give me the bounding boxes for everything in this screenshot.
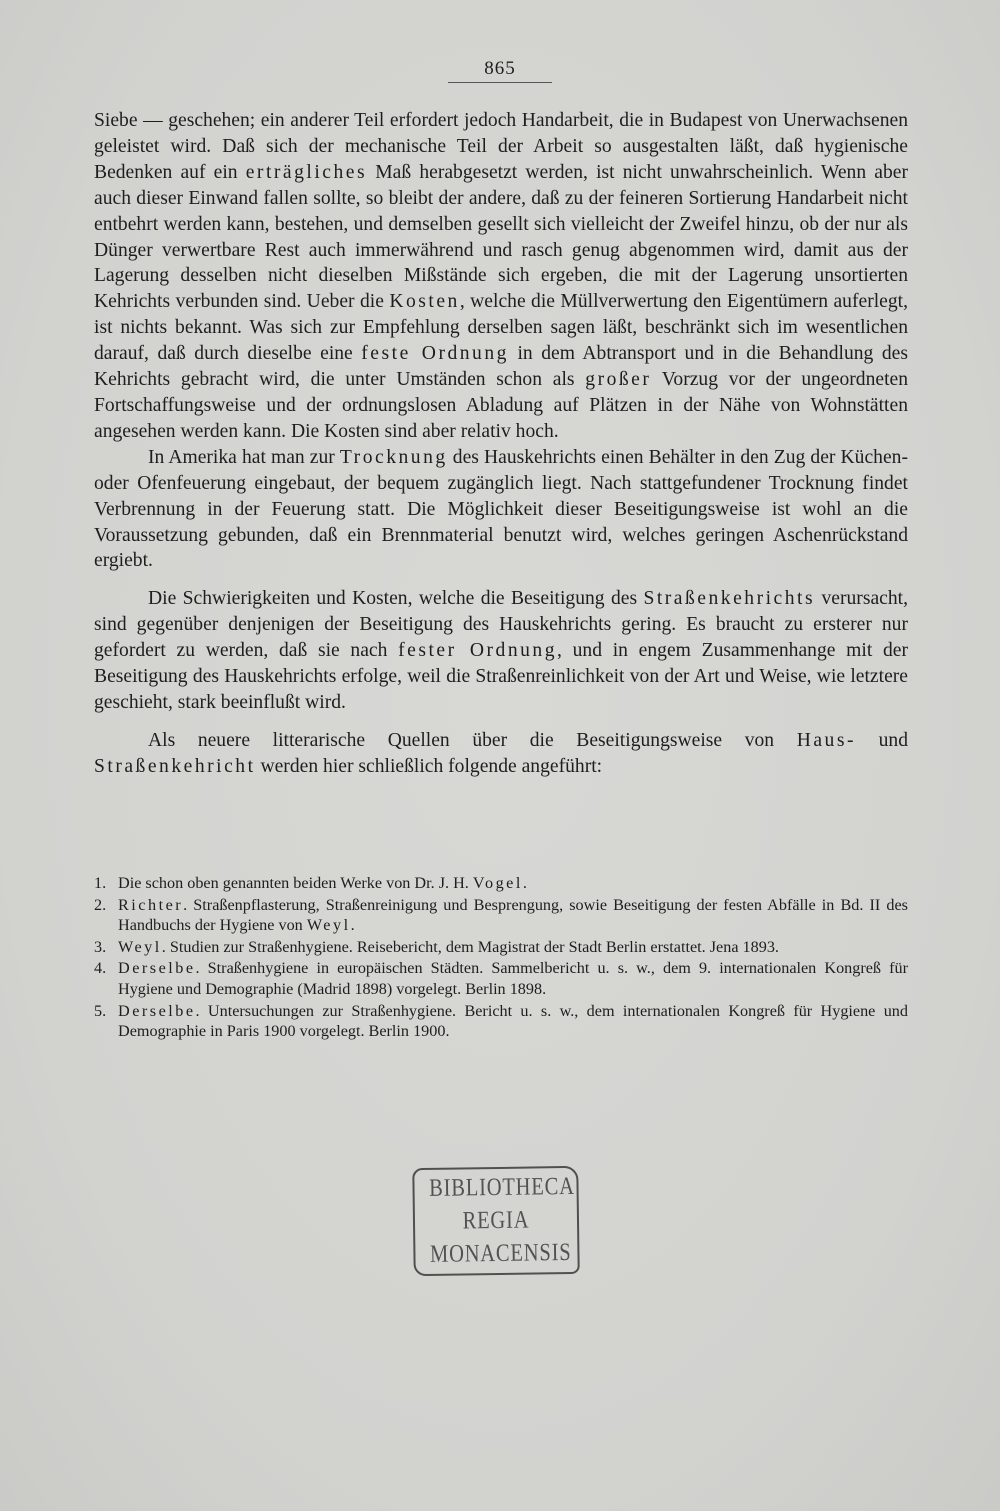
reference-number: 2.	[94, 895, 107, 914]
spaced-emphasis: Straßenkehricht	[94, 755, 256, 777]
stamp-line-1: BIBLIOTHECA	[428, 1172, 575, 1202]
spaced-emphasis: Richter	[118, 895, 184, 914]
reference-number: 3.	[94, 937, 107, 956]
spaced-emphasis: feste Ordnung	[361, 343, 509, 365]
reference-item: 2. Richter. Straßenpflasterung, Straßenreinigung und Besprengung, sowie Beseitigung der festen Abfälle in Bd. II des Handbuchs der Hygiene von Weyl.	[94, 895, 908, 935]
spaced-emphasis: großer	[585, 369, 652, 391]
reference-item: 1. Die schon oben genannten beiden Werke von Dr. J. H. Vogel.	[94, 874, 527, 892]
reference-number: 4.	[94, 959, 107, 978]
paragraph-2: In Amerika hat man zur Trocknung des Hauskehrichts einen Behälter in den Zug der Küchen- oder Ofenfeuerung eingebaut, der bequem zugänglich liegt. Nach stattgefundener Trocknung findet Verbrennung in der Feuerung statt. Die Möglichkeit dieser Beseitigungsweise ist wohl an die Voraussetzung gebunden, daß ein Brennmaterial benutzt wird, welches geringen Aschenrückstand ergiebt.	[94, 446, 908, 572]
stamp-line-2: REGIA	[462, 1206, 530, 1235]
spaced-emphasis: Weyl	[306, 916, 351, 935]
spaced-emphasis: Kosten	[389, 291, 460, 313]
spaced-emphasis: Straßenkehrichts	[643, 588, 816, 610]
spaced-emphasis: Derselbe	[118, 1001, 196, 1020]
page-number: 865	[484, 58, 516, 79]
paragraph-4: Als neuere litterarische Quellen über die Beseitigungsweise von Haus- und Straßenkehricht werden hier schließlich folgende angeführt:	[94, 729, 908, 777]
spaced-emphasis: Trocknung	[339, 446, 448, 468]
reference-item: 4. Derselbe. Straßenhygiene in europäischen Städten. Sammelbericht u. s. w., dem 9. internationalen Kongreß für Hygiene und Demographie (Madrid 1898) vorgelegt. Berlin 1898.	[94, 959, 908, 998]
spaced-emphasis: Derselbe	[118, 959, 196, 978]
spaced-emphasis: fester Ordnung	[398, 640, 558, 662]
library-stamp	[412, 1166, 579, 1276]
reference-item: 3. Weyl. Studien zur Straßenhygiene. Reisebericht, dem Magistrat der Stadt Berlin erstattet. Jena 1893.	[94, 937, 779, 956]
spaced-emphasis: Haus-	[796, 729, 856, 751]
reference-number: 5.	[94, 1001, 107, 1020]
spaced-emphasis: Weyl	[118, 937, 162, 956]
spaced-emphasis: erträgliches	[245, 161, 368, 183]
reference-list	[94, 873, 908, 1043]
header-rule	[448, 82, 552, 83]
reference-item: 5. Derselbe. Untersuchungen zur Straßenhygiene. Bericht u. s. w., dem internationalen Kongreß für Hygiene und Demographie in Paris 1900 vorgelegt. Berlin 1900.	[94, 1001, 908, 1041]
paragraph-3: Die Schwierigkeiten und Kosten, welche die Beseitigung des Straßenkehrichts verursacht, sind gegenüber denjenigen der Beseitigung des Hauskehrichts gering. Es braucht zu ersterer nur gefordert zu werden, daß sie nach fester Ordnung, und in engem Zusammenhange mit der Beseitigung des Hauskehrichts erfolge, weil die Straßenreinlichkeit von der Art und Weise, wie letztere geschieht, stark beeinflußt wird.	[94, 588, 909, 713]
body-text	[94, 108, 908, 780]
reference-number: 1.	[94, 874, 107, 892]
spaced-emphasis: Vogel	[472, 874, 523, 892]
paragraph-1: Siebe — geschehen; ein anderer Teil erfordert jedoch Handarbeit, die in Budapest von Unerwachsenen geleistet wird. Daß sich der mechanische Teil der Arbeit so ausgestalten läßt, daß hygienische Bedenken auf ein erträgliches Maß herabgesetzt werden, ist nicht unwahrscheinlich. Wenn aber auch dieser Einwand fallen sollte, so bleibt der andere, daß zu der feineren Sortierung Handarbeit nicht entbehrt werden kann, bestehen, und demselben gesellt sich vielleicht der Zweifel hinzu, ob der nur als Dünger verwertbare Rest auch immerwährend und rasch genug abgenommen wird, damit aus der Lagerung desselben nicht dieselben Mißstände sich ergeben, die mit der Lagerung unsortierten Kehrichts verbunden sind. Ueber die Kosten, welche die Müllverwertung den Eigentümern auferlegt, ist nichts bekannt. Was sich zur Empfehlung derselben sagen läßt, beschränkt sich im wesentlichen darauf, daß durch dieselbe eine feste Ordnung in dem Abtransport und in die Behandlung des Kehrichts gebracht wird, die unter Umständen schon als großer Vorzug vor der ungeordneten Fortschaffungsweise und der ordnungslosen Abladung auf Plätzen in der Nähe von Wohnstätten angesehen werden kann. Die Kosten sind aber relativ hoch.	[94, 110, 909, 442]
stamp-line-3: MONACENSIS	[429, 1238, 572, 1268]
